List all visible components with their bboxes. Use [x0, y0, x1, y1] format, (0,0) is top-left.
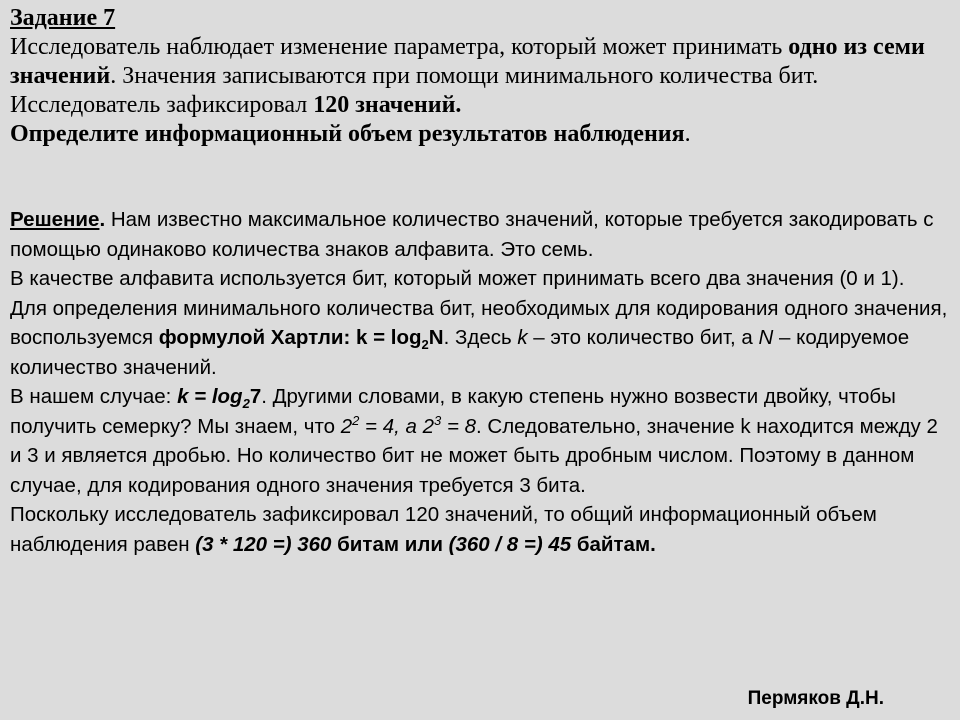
author-name: Пермяков Д.Н.: [747, 688, 884, 709]
formula-text: N: [428, 326, 444, 349]
solution-text: – это количество бит, а: [527, 326, 759, 349]
formula-subscript: 2: [421, 337, 429, 353]
case-formula: [177, 385, 262, 412]
variable-k: k: [517, 326, 528, 349]
formula-text: 7: [249, 385, 262, 408]
solution-paragraph-3: [10, 294, 950, 383]
power-base: 2: [340, 414, 353, 438]
answer-text: байтам.: [571, 532, 656, 556]
solution-text: . Здесь: [443, 326, 518, 349]
solution-heading: Решение: [10, 208, 100, 231]
solution-text: – кодируемое количество значений.: [10, 326, 910, 379]
solution-paragraph-2: В качестве алфавита используется бит, который может принимать всего два значения (0 и 1).: [10, 267, 905, 290]
task-text-part: Исследователь наблюдает изменение параметра, который может принимать: [10, 34, 789, 60]
formula-subscript: 2: [242, 396, 250, 412]
power-expression-1: [340, 412, 477, 438]
power-exponent: 3: [434, 412, 442, 428]
answer: [195, 533, 656, 556]
task-text: [10, 33, 930, 120]
power-result: = 8: [441, 414, 477, 438]
solution-paragraph-1: [10, 205, 950, 264]
solution-paragraph-5: [10, 500, 950, 559]
formula-text: формулой Хартли: k = log: [158, 326, 422, 349]
solution-text: Для определения минимального количества бит, необходимых для кодирования одного значения, воспользуемся: [10, 296, 948, 349]
power-base: 2: [422, 414, 435, 438]
task-emphasis: одно из семи значений: [10, 34, 925, 89]
answer-text: битам или: [331, 532, 449, 556]
task-text-part: . Значения записываются при помощи минимального количества бит. Исследователь зафиксировал: [10, 63, 819, 118]
solution-paragraph-4: [10, 382, 950, 500]
solution-text: . Следовательно, значение k находится между 2 и 3 и является дробью. Но количество бит не может быть дробным числом. Поэтому в данном случае, для кодирования одного значения требуется 3 бита.: [10, 414, 938, 497]
formula-text: k = log: [177, 385, 243, 408]
power-exponent: 2: [352, 412, 360, 428]
solution-text: В нашем случае:: [10, 385, 178, 408]
hartley-formula: [158, 326, 444, 353]
solution-heading-dot: .: [99, 208, 111, 231]
task-question-end: .: [684, 121, 691, 147]
power-result: = 4, а: [359, 414, 423, 438]
variable-n: N: [758, 326, 774, 349]
solution-block: [10, 205, 950, 559]
task-question: [10, 120, 930, 149]
solution-text: Поскольку исследователь зафиксировал 120 значений, то общий информационный объем наблюдения равен: [10, 503, 877, 556]
task-title: Задание 7: [10, 5, 116, 31]
solution-text: . Другими словами, в какую степень нужно возвести двойку, чтобы получить семерку? Мы знаем, что: [10, 385, 896, 438]
task-block: [10, 4, 930, 149]
answer-bits-calc: (3 * 120 =) 360: [195, 532, 332, 556]
solution-text: Нам известно максимальное количество значений, которые требуется закодировать с помощью одинаково количества знаков алфавита. Это семь.: [10, 208, 934, 261]
task-question-text: Определите информационный объем результатов наблюдения: [10, 121, 685, 147]
answer-bytes-calc: (360 / 8 =) 45: [448, 532, 572, 556]
task-count: 120 значений.: [313, 92, 462, 118]
